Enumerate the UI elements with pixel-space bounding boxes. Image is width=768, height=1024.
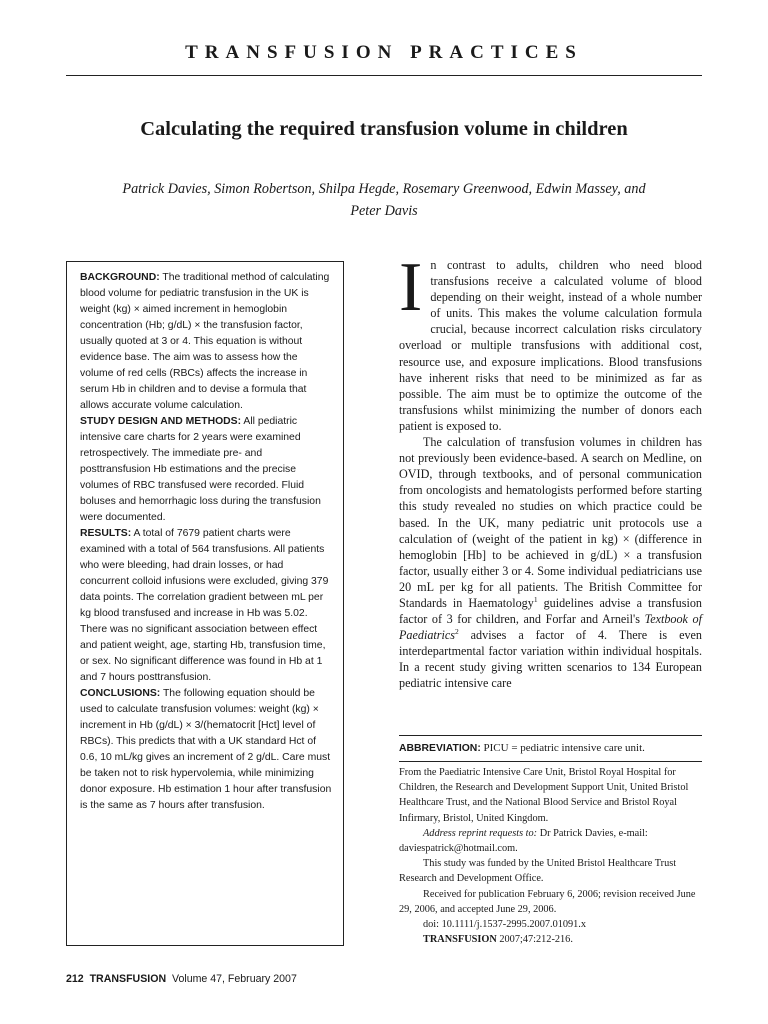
conclusions-label: CONCLUSIONS:	[80, 688, 161, 699]
affiliation-from: From the Paediatric Intensive Care Unit, Bristol Royal Hospital for Children, the Research and Development Support Unit, United Bristol Healthcare Trust, and the National Blood Service and Bristol Royal Infirmary, Bristol, United Kingdom.	[399, 767, 689, 824]
section-header: TRANSFUSION PRACTICES	[185, 42, 583, 63]
reprint-request	[399, 826, 702, 856]
conclusions-text: The following equation should be used to calculate transfusion volumes: weight (kg) × increment in Hb (g/dL) × 3/(hematocrit [Hct] level of RBCs). This predicts that with a UK standard Hct of 0.6, 10 mL/kg gives an increment of 2 g/dL. Care must be taken not to risk hypervolemia, while minimizing donor exposure. Hb estimation 1 hour after transfusion is the same as 7 hours after transfusion.	[80, 688, 332, 811]
author-list	[90, 178, 678, 222]
results-text: A total of 7679 patient charts were examined with a total of 564 transfusions. All patients who were bleeding, had drain losses, or had concurrent colloid infusions were excluded, giving 379 data points. The correlation gradient between mL per kg blood transfused and increase in Hb was 5.02. There was no significant association between effect and patient weight, age, starting Hb, transfusion time, or sex. No significant difference was found in Hb at 1 and 7 hours posttransfusion.	[80, 528, 329, 683]
background-text: The traditional method of calculating blood volume for pediatric transfusion in the UK is weight (kg) × aimed increment in hemoglobin concentration (Hb; g/dL) × the transfusion factor, usually quoted at 3 or 4. This equation is without evidence base. The aim was to assess how the volume of red cells (RBCs) affects the increase in serum Hb in children and to devise a formula that allows accurate volume calculation.	[80, 272, 330, 411]
citation-rest: 2007;47:212-216.	[496, 934, 573, 946]
methods-text: All pediatric intensive care charts for 2 years were examined retrospectively. The immediate pre- and posttransfusion Hb estimations and the precise volumes of RBC transfused were recorded. Fluid boluses and hemorrhagic loss during the transfusion were documented.	[80, 416, 321, 523]
abbreviation-label: ABBREVIATION:	[399, 743, 481, 754]
abbreviation-rule-bottom	[399, 761, 702, 762]
body-text-column	[399, 249, 702, 692]
reprint-text: Dr Patrick Davies, e-mail: daviespatrick@hotmail.com.	[399, 827, 648, 855]
paragraph-2-text-c: advises a factor of 4. There is even interdepartmental factor variation within individual hospitals. In a recent study giving written scenarios to 134 European pediatric intensive care	[399, 628, 702, 691]
received-dates: Received for publication February 6, 2006; revision received June 29, 2006, and accepted June 29, 2006.	[399, 888, 696, 915]
body-paragraph-1	[399, 249, 702, 434]
abstract-methods	[80, 414, 333, 526]
affiliation-block	[399, 765, 702, 947]
methods-label: STUDY DESIGN AND METHODS:	[80, 416, 242, 427]
abstract-box	[66, 261, 344, 946]
background-label: BACKGROUND:	[80, 272, 160, 283]
abstract-results	[80, 526, 333, 686]
results-label: RESULTS:	[80, 528, 132, 539]
citation	[399, 932, 702, 947]
footer-journal: TRANSFUSION	[89, 973, 167, 985]
citation-journal: TRANSFUSION	[423, 934, 497, 946]
doi: doi: 10.1111/j.1537-2995.2007.01091.x	[423, 919, 587, 931]
paragraph-1-text: n contrast to adults, children who need blood transfusions receive a calculated volume of blood depending on their weight, instead of a whole number of units. This makes the volume calculation formula crucial, because incorrect calculation risks circulatory overload or multiple transfusions with additional cost, resource use, and exposure implications. Blood transfusions have inherent risks that need to be minimized as far as possible. The aim must be to optimize the outcome of the transfusions whilst minimizing the number of donors each patient is exposed to.	[399, 258, 702, 433]
article-title: Calculating the required transfusion volume in children	[140, 118, 628, 140]
abstract-conclusions	[80, 686, 333, 814]
book-title: Textbook of Paediatrics	[399, 612, 702, 643]
reference-1: 1	[533, 594, 538, 604]
page-footer	[66, 973, 297, 985]
authors-line-1: Patrick Davies, Simon Robertson, Shilpa Hegde, Rosemary Greenwood, Edwin Massey, and	[122, 181, 646, 197]
abstract-background	[80, 270, 333, 414]
paragraph-2-text-b: guidelines advise a transfusion factor of 3 for children, and Forfar and Arneil's	[399, 595, 702, 627]
drop-cap: I	[399, 249, 423, 326]
reprint-label: Address reprint requests to:	[423, 827, 538, 839]
reference-2: 2	[454, 627, 459, 637]
body-paragraph-2	[399, 434, 702, 692]
abbreviation-rule-top	[399, 735, 702, 736]
page-number: 212	[66, 973, 84, 985]
paragraph-2-text-a: The calculation of transfusion volumes in children has not previously been evidence-based. A search on Medline, on OVID, through textbooks, and of personal communication from oncologists and hematologists performed before starting this study revealed no studies on which practice could be based. In the UK, many pediatric unit protocols use a calculation of (weight of the patient in kg) × (difference in hemoglobin [Hb] to be achieved in g/dL) × a transfusion factor, usually either 3 or 4. Some individual pediatricians use 20 mL per kg for all patients. The British Committee for Standards in Haematology	[399, 435, 702, 610]
footer-issue: Volume 47, February 2007	[171, 973, 297, 985]
authors-line-2: Peter Davis	[350, 203, 418, 219]
funding-note: This study was funded by the United Bristol Healthcare Trust Research and Development Office.	[399, 858, 677, 885]
abbreviation-text: PICU = pediatric intensive care unit.	[480, 742, 645, 754]
header-rule	[66, 75, 702, 76]
abbreviation-note	[399, 742, 702, 754]
